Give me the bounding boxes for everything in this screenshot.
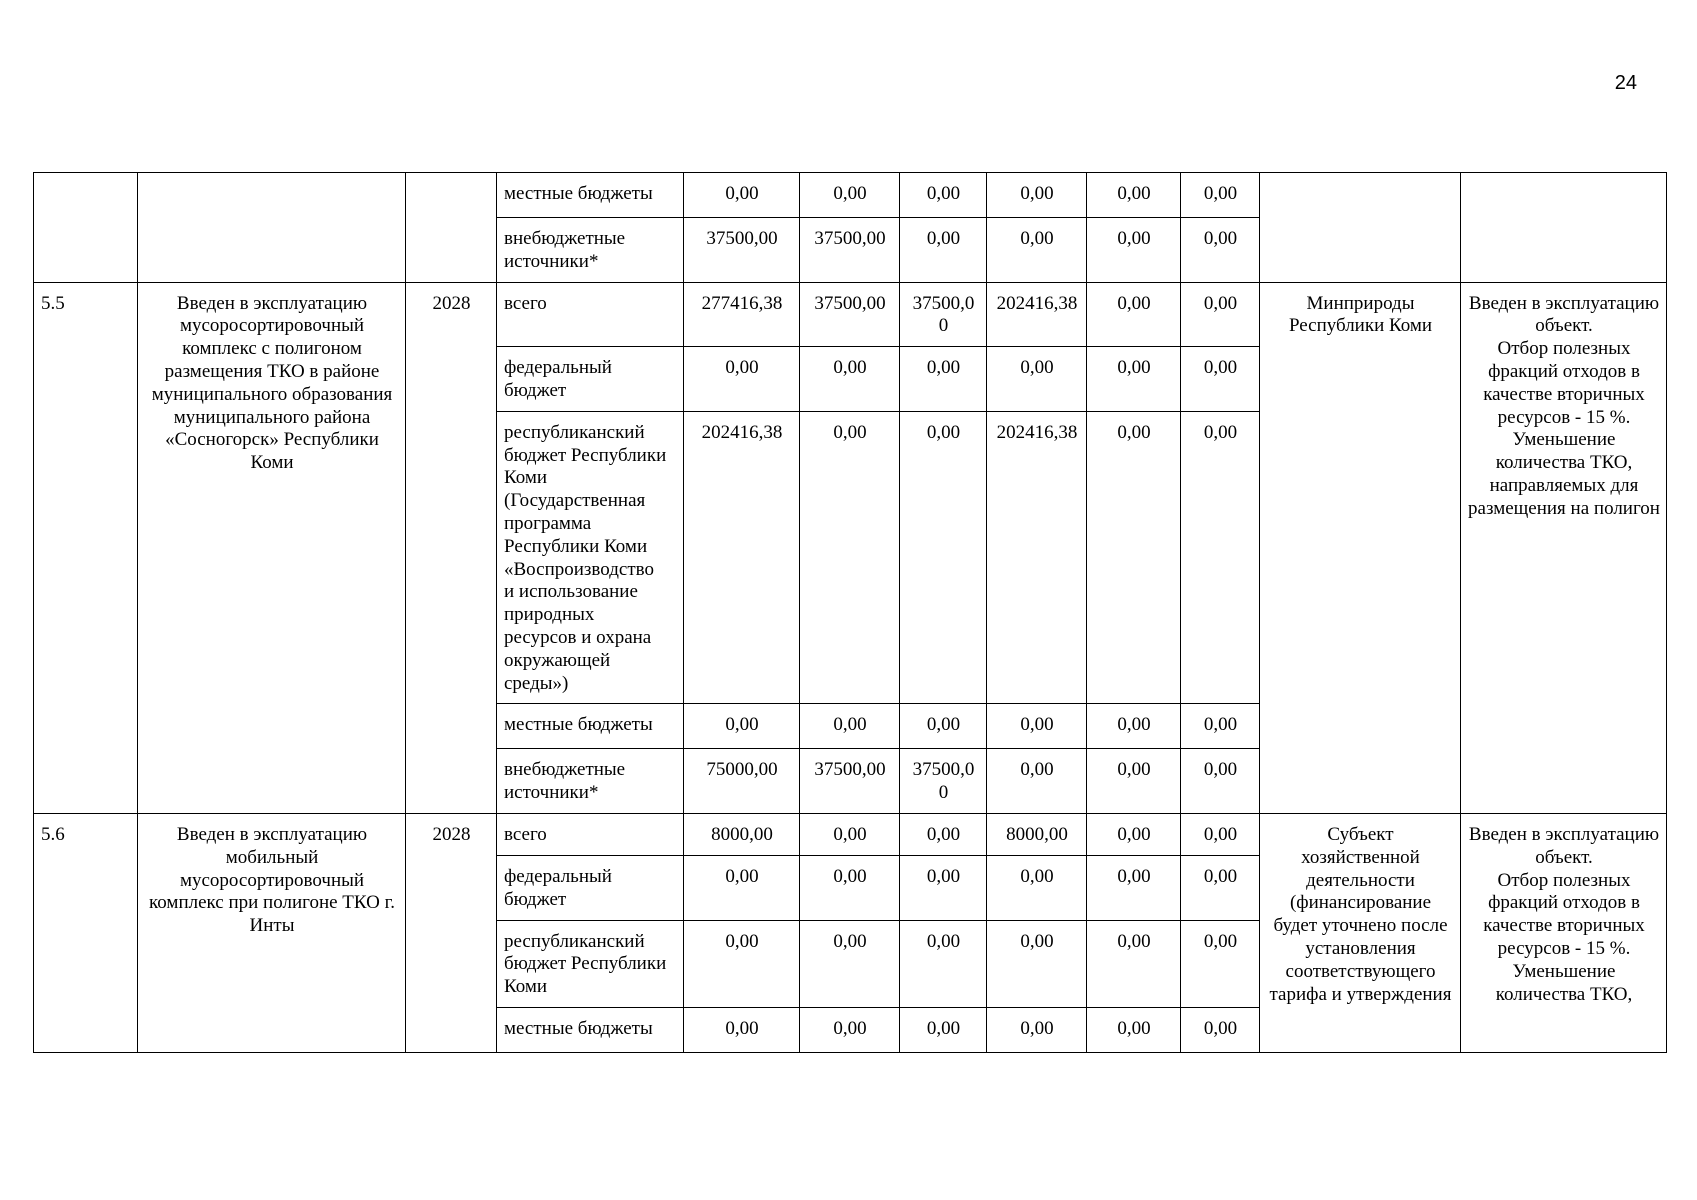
- page-number: 24: [1614, 72, 1637, 94]
- amount-year-1: 37500,00: [800, 282, 900, 347]
- amount-year-4: 0,00: [1087, 813, 1181, 855]
- responsible-party: [1260, 173, 1461, 283]
- funding-source: республиканский бюджет Республики Коми (Государственная программа Республики Коми «Воспроизводство и использование природных ресурсов и охрана окружающей среды»): [497, 411, 684, 704]
- amount-year-1: 0,00: [800, 920, 900, 1007]
- amount-year-4: 0,00: [1087, 704, 1181, 749]
- amount-total: 0,00: [684, 173, 800, 218]
- amount-year-5: 0,00: [1181, 282, 1260, 347]
- amount-year-2: 0,00: [900, 218, 987, 283]
- amount-year-1: 0,00: [800, 704, 900, 749]
- amount-year-4: 0,00: [1087, 347, 1181, 412]
- funding-source: республиканский бюджет Республики Коми: [497, 920, 684, 1007]
- amount-year-2: 0,00: [900, 704, 987, 749]
- amount-year-2: 37500,0 0: [900, 282, 987, 347]
- amount-year-5: 0,00: [1181, 173, 1260, 218]
- responsible-party: Субъект хозяйственной деятельности (финансирование будет уточнено после установления соответствующего тарифа и утверждения: [1260, 813, 1461, 1052]
- amount-total: 0,00: [684, 1007, 800, 1052]
- amount-year-2: 0,00: [900, 347, 987, 412]
- funding-source: местные бюджеты: [497, 173, 684, 218]
- amount-year-3: 0,00: [987, 173, 1087, 218]
- amount-year-4: 0,00: [1087, 173, 1181, 218]
- funding-source: всего: [497, 813, 684, 855]
- amount-year-1: 0,00: [800, 347, 900, 412]
- funding-source: внебюджетные источники*: [497, 218, 684, 283]
- table-row: [34, 173, 1667, 218]
- item-title: Введен в эксплуатацию мусоросортировочный комплекс с полигоном размещения ТКО в районе муниципального образования муниципального района «Сосногорск» Республики Коми: [138, 282, 406, 813]
- table-row: [34, 813, 1667, 855]
- expected-result: [1461, 173, 1667, 283]
- amount-year-2: 0,00: [900, 920, 987, 1007]
- amount-total: 75000,00: [684, 749, 800, 814]
- amount-year-3: 202416,38: [987, 411, 1087, 704]
- amount-year-2: 0,00: [900, 813, 987, 855]
- amount-year-5: 0,00: [1181, 920, 1260, 1007]
- financing-table: [33, 172, 1667, 1053]
- amount-year-2: 37500,0 0: [900, 749, 987, 814]
- amount-year-4: 0,00: [1087, 282, 1181, 347]
- amount-year-1: 37500,00: [800, 218, 900, 283]
- funding-source: федеральный бюджет: [497, 347, 684, 412]
- responsible-party: Минприроды Республики Коми: [1260, 282, 1461, 813]
- amount-total: 8000,00: [684, 813, 800, 855]
- funding-source: внебюджетные источники*: [497, 749, 684, 814]
- amount-year-5: 0,00: [1181, 1007, 1260, 1052]
- amount-year-1: 37500,00: [800, 749, 900, 814]
- amount-year-2: 0,00: [900, 1007, 987, 1052]
- amount-total: 0,00: [684, 347, 800, 412]
- amount-total: 277416,38: [684, 282, 800, 347]
- amount-year-1: 0,00: [800, 411, 900, 704]
- amount-year-4: 0,00: [1087, 218, 1181, 283]
- amount-year-1: 0,00: [800, 173, 900, 218]
- expected-result: Введен в эксплуатацию объект. Отбор полезных фракций отходов в качестве вторичных ресурсов - 15 %. Уменьшение количества ТКО,: [1461, 813, 1667, 1052]
- item-year: 2028: [406, 282, 497, 813]
- amount-year-4: 0,00: [1087, 1007, 1181, 1052]
- amount-year-3: 8000,00: [987, 813, 1087, 855]
- amount-year-5: 0,00: [1181, 855, 1260, 920]
- amount-year-4: 0,00: [1087, 855, 1181, 920]
- item-year: 2028: [406, 813, 497, 1052]
- item-title: Введен в эксплуатацию мобильный мусоросортировочный комплекс при полигоне ТКО г. Инты: [138, 813, 406, 1052]
- amount-year-4: 0,00: [1087, 920, 1181, 1007]
- amount-year-1: 0,00: [800, 855, 900, 920]
- amount-year-2: 0,00: [900, 173, 987, 218]
- amount-year-3: 0,00: [987, 1007, 1087, 1052]
- amount-total: 0,00: [684, 855, 800, 920]
- amount-year-5: 0,00: [1181, 218, 1260, 283]
- table-row: [34, 282, 1667, 347]
- item-title: [138, 173, 406, 283]
- amount-year-4: 0,00: [1087, 411, 1181, 704]
- amount-total: 0,00: [684, 704, 800, 749]
- amount-year-3: 0,00: [987, 749, 1087, 814]
- amount-year-4: 0,00: [1087, 749, 1181, 814]
- funding-source: местные бюджеты: [497, 1007, 684, 1052]
- amount-year-3: 0,00: [987, 347, 1087, 412]
- amount-year-3: 0,00: [987, 704, 1087, 749]
- amount-year-2: 0,00: [900, 411, 987, 704]
- item-number: [34, 173, 138, 283]
- amount-year-5: 0,00: [1181, 813, 1260, 855]
- amount-year-3: 202416,38: [987, 282, 1087, 347]
- item-number: 5.6: [34, 813, 138, 1052]
- amount-year-3: 0,00: [987, 218, 1087, 283]
- amount-year-5: 0,00: [1181, 749, 1260, 814]
- amount-year-3: 0,00: [987, 855, 1087, 920]
- amount-year-3: 0,00: [987, 920, 1087, 1007]
- amount-year-5: 0,00: [1181, 347, 1260, 412]
- amount-year-1: 0,00: [800, 1007, 900, 1052]
- amount-year-2: 0,00: [900, 855, 987, 920]
- amount-year-5: 0,00: [1181, 411, 1260, 704]
- amount-year-1: 0,00: [800, 813, 900, 855]
- item-year: [406, 173, 497, 283]
- amount-total: 202416,38: [684, 411, 800, 704]
- expected-result: Введен в эксплуатацию объект. Отбор полезных фракций отходов в качестве вторичных ресурсов - 15 %. Уменьшение количества ТКО, направляемых для размещения на полигон: [1461, 282, 1667, 813]
- amount-year-5: 0,00: [1181, 704, 1260, 749]
- funding-source: федеральный бюджет: [497, 855, 684, 920]
- funding-source: всего: [497, 282, 684, 347]
- amount-total: 0,00: [684, 920, 800, 1007]
- amount-total: 37500,00: [684, 218, 800, 283]
- item-number: 5.5: [34, 282, 138, 813]
- funding-source: местные бюджеты: [497, 704, 684, 749]
